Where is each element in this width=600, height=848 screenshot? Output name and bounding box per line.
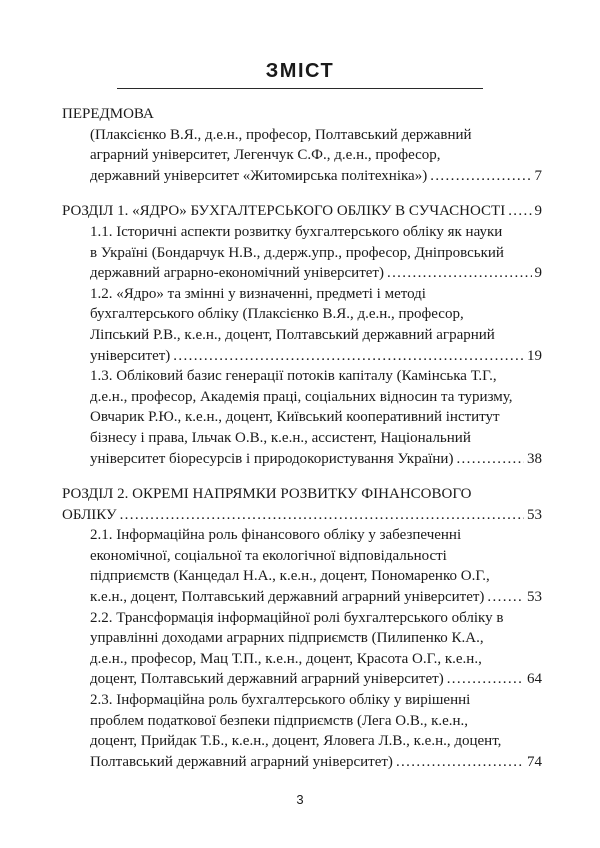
toc-entry-section-1[interactable] (62, 201, 542, 222)
page-title: ЗМІСТ (265, 60, 335, 82)
toc-entry-preface[interactable] (62, 104, 542, 186)
toc-entry-text: 1.2. «Ядро» та змінні у визначенні, предметі і методі (90, 285, 426, 302)
toc-entry-text: проблем податкової безпеки підприємств (Лега О.В., к.е.н., (90, 712, 469, 729)
toc-entry-1-2[interactable] (62, 284, 542, 366)
toc-entry-text: (Плаксієнко В.Я., д.е.н., професор, Полтавський державний (90, 126, 472, 143)
toc-page-number: 53 (527, 506, 542, 523)
toc-entry-text: бізнесу і права, Ільчак О.В., к.е.н., ассистент, Національний (90, 429, 471, 446)
toc-page-number: 64 (527, 671, 542, 688)
page-number: 3 (296, 792, 304, 807)
toc-entry-heading: РОЗДІЛ 1. «ЯДРО» БУХГАЛТЕРСЬКОГО ОБЛІКУ В СУЧАСНОСТІ (62, 203, 506, 220)
toc-entry-text: доцент, Полтавський державний аграрний університет) (90, 671, 444, 688)
toc-entry-text: 2.3. Інформаційна роль бухгалтерського обліку у вирішенні (90, 692, 471, 709)
toc-page-number: 38 (527, 450, 542, 467)
toc-entry-last-line (62, 752, 542, 773)
toc-entry-text: 2.2. Трансформація інформаційної ролі бухгалтерського обліку в (90, 609, 504, 626)
table-of-contents (62, 104, 542, 772)
toc-entry-last-line (62, 263, 542, 284)
toc-entry-text: в Україні (Бондарчук Н.В., д.держ.упр., професор, Дніпровський (90, 244, 504, 261)
toc-entry-text: управлінні доходами аграрних підприємств (Пилипенко К.А., (90, 630, 484, 647)
dot-leader (456, 449, 524, 470)
toc-entry-text: 2.1. Інформаційна роль фінансового обліку у забезпеченні (90, 527, 462, 544)
toc-entry-text: 1.1. Історичні аспекти розвитку бухгалтерського обліку як науки (90, 223, 503, 240)
toc-entry-text: університет біоресурсів і природокористування України) (90, 450, 454, 467)
toc-entry-text: аграрний університет, Легенчук С.Ф., д.е.н., професор, (90, 147, 441, 164)
toc-entry-last-line (62, 166, 542, 187)
toc-page-number: 7 (534, 167, 542, 184)
toc-entry-last-line (62, 201, 542, 222)
toc-page-number: 9 (534, 265, 542, 282)
toc-entry-last-line (62, 669, 542, 690)
dot-leader (396, 752, 524, 773)
toc-entry-last-line (62, 346, 542, 367)
toc-entry-1-1[interactable] (62, 222, 542, 284)
section-spacer (62, 469, 542, 484)
toc-entry-text: державний аграрно-економічний університет) (90, 265, 384, 282)
toc-page-number: 74 (527, 753, 542, 770)
toc-entry-text: к.е.н., доцент, Полтавський державний аграрний університет) (90, 589, 485, 606)
dot-leader (447, 669, 524, 690)
dot-leader (430, 166, 531, 187)
toc-page-number: 53 (527, 589, 542, 606)
toc-entry-section-2[interactable] (62, 484, 542, 525)
toc-entry-last-line (62, 587, 542, 608)
toc-entry-text: д.е.н., професор, Академія праці, соціальних відносин та туризму, (90, 388, 513, 405)
toc-entry-text: державний університет «Житомирська політехніка») (90, 167, 428, 184)
toc-entry-text: Ліпський Р.В., к.е.н., доцент, Полтавський державний аграрний (90, 326, 495, 343)
toc-entry-heading: РОЗДІЛ 2. ОКРЕМІ НАПРЯМКИ РОЗВИТКУ ФІНАНСОВОГО (62, 486, 472, 503)
toc-entry-2-1[interactable] (62, 525, 542, 607)
toc-entry-2-3[interactable] (62, 690, 542, 772)
toc-entry-text: д.е.н., професор, Мац Т.П., к.е.н., доцент, Красота О.Г., к.е.н., (90, 650, 482, 667)
toc-entry-text: економічної, соціальної та екологічної відповідальності (90, 547, 447, 564)
toc-entry-text: підприємств (Канцедал Н.А., к.е.н., доцент, Пономаренко О.Г., (90, 568, 490, 585)
toc-entry-text: бухгалтерського обліку (Плаксієнко В.Я., д.е.н., професор, (90, 306, 464, 323)
toc-entry-1-3[interactable] (62, 366, 542, 469)
toc-entry-text: доцент, Прийдак Т.Б., к.е.н., доцент, Яловега Л.В., к.е.н., доцент, (90, 733, 502, 750)
section-spacer (62, 186, 542, 201)
toc-entry-2-2[interactable] (62, 608, 542, 690)
dot-leader (487, 587, 524, 608)
toc-entry-heading: ПЕРЕДМОВА (62, 106, 154, 122)
toc-entry-text: Овчарик Р.Ю., к.е.н., доцент, Київський кооперативний інститут (90, 409, 500, 426)
toc-entry-heading: ОБЛІКУ (62, 506, 117, 523)
title-underline (117, 88, 483, 89)
toc-page-number: 9 (534, 203, 542, 220)
dot-leader (120, 505, 524, 526)
dot-leader (387, 263, 532, 284)
toc-entry-last-line (62, 505, 542, 526)
dot-leader (508, 201, 531, 222)
toc-entry-text: Полтавський державний аграрний університет) (90, 753, 393, 770)
toc-entry-text: університет) (90, 347, 171, 364)
toc-page-number: 19 (527, 347, 542, 364)
toc-entry-text: 1.3. Обліковий базис генерації потоків капіталу (Камінська Т.Г., (90, 368, 497, 385)
dot-leader (173, 346, 524, 367)
toc-entry-last-line (62, 449, 542, 470)
